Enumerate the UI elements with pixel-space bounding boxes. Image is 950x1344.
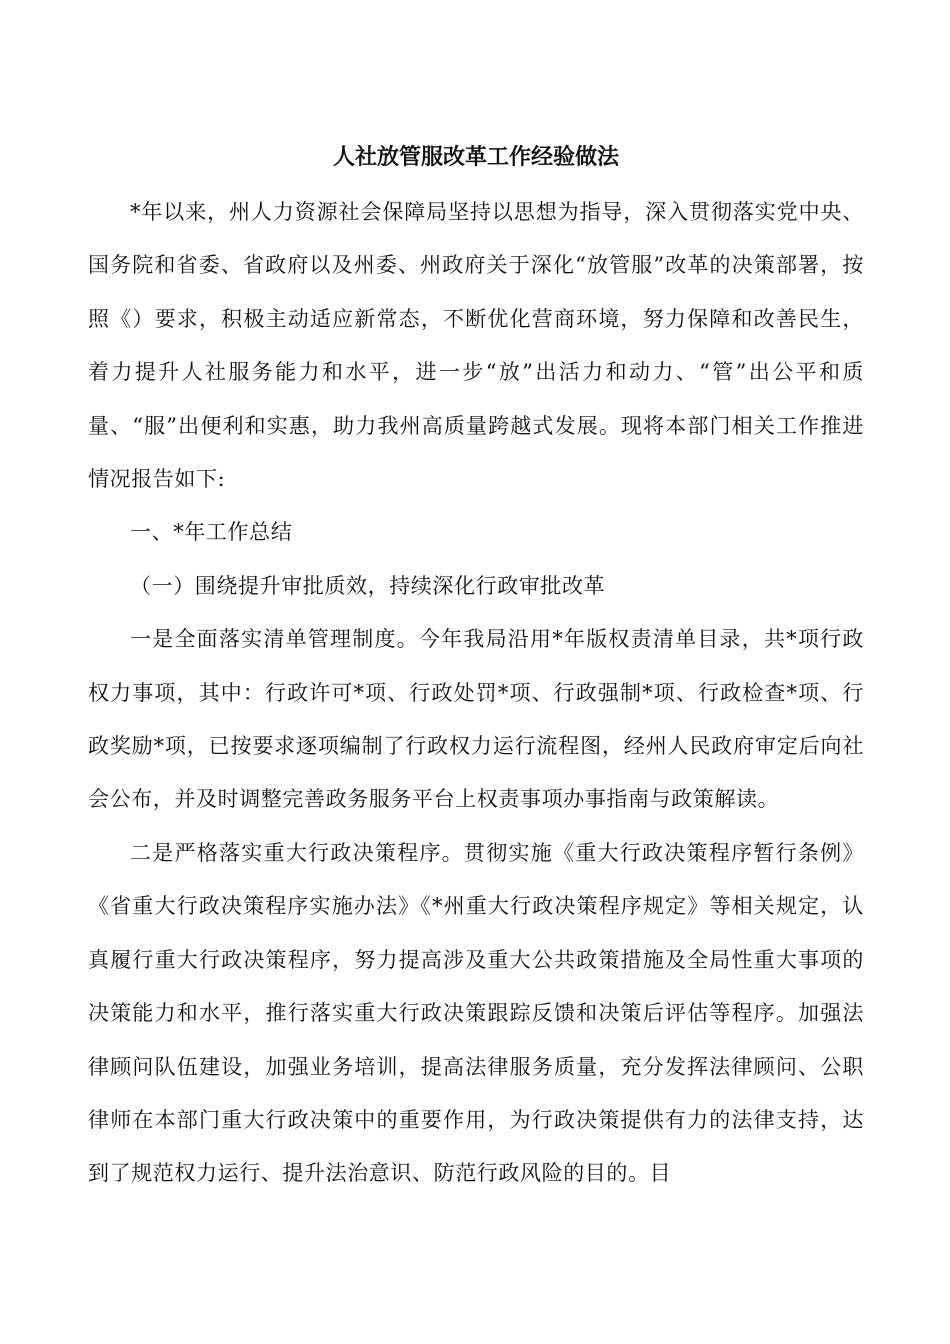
section-heading-summary: 一、*年工作总结: [130, 520, 293, 545]
document-title: 人社放管服改革工作经验做法: [332, 144, 619, 170]
paragraph-list-management: 一是全面落实清单管理制度。今年我局沿用*年版权责清单目录，共*项行政权力事项，其中：行政许可*项、行政处罚*项、行政强制*项、行政检查*项、行政奖励*项，已按要求逐项编制了行政权力运行流程图，经州人民政府审定后向社会公布，并及时调整完善政务服务平台上权责事项办事指南与政策解读。: [88, 627, 864, 812]
document-body: [88, 186, 864, 1201]
document-page: [88, 0, 864, 1344]
paragraph-intro: *年以来，州人力资源社会保障局坚持以思想为指导，深入贯彻落实党中央、国务院和省委、省政府以及州委、州政府关于深化“放管服”改革的决策部署，按照《）要求，积极主动适应新常态，不断优化营商环境，努力保障和改善民生，着力提升人社服务能力和水平，进一步“放”出活力和动力、“管”出公平和质量、“服”出便利和实惠，助力我州高质量跨越式发展。现将本部门相关工作推进情况报告如下:: [88, 200, 864, 492]
paragraph-decision-procedure: 二是严格落实重大行政决策程序。贯彻实施《重大行政决策程序暂行条例》《省重大行政决策程序实施办法》《*州重大行政决策程序规定》等相关规定，认真履行重大行政决策程序，努力提高涉及重大公共政策措施及全局性重大事项的决策能力和水平，推行落实重大行政决策跟踪反馈和决策后评估等程序。加强法律顾问队伍建设，加强业务培训，提高法律服务质量，充分发挥法律顾问、公职律师在本部门重大行政决策中的重要作用，为行政决策提供有力的法律支持，达到了规范权力运行、提升法治意识、防范行政风险的目的。目: [88, 840, 864, 1186]
subsection-heading-approval-reform: （一）围绕提升审批质效，持续深化行政审批改革: [130, 573, 606, 598]
